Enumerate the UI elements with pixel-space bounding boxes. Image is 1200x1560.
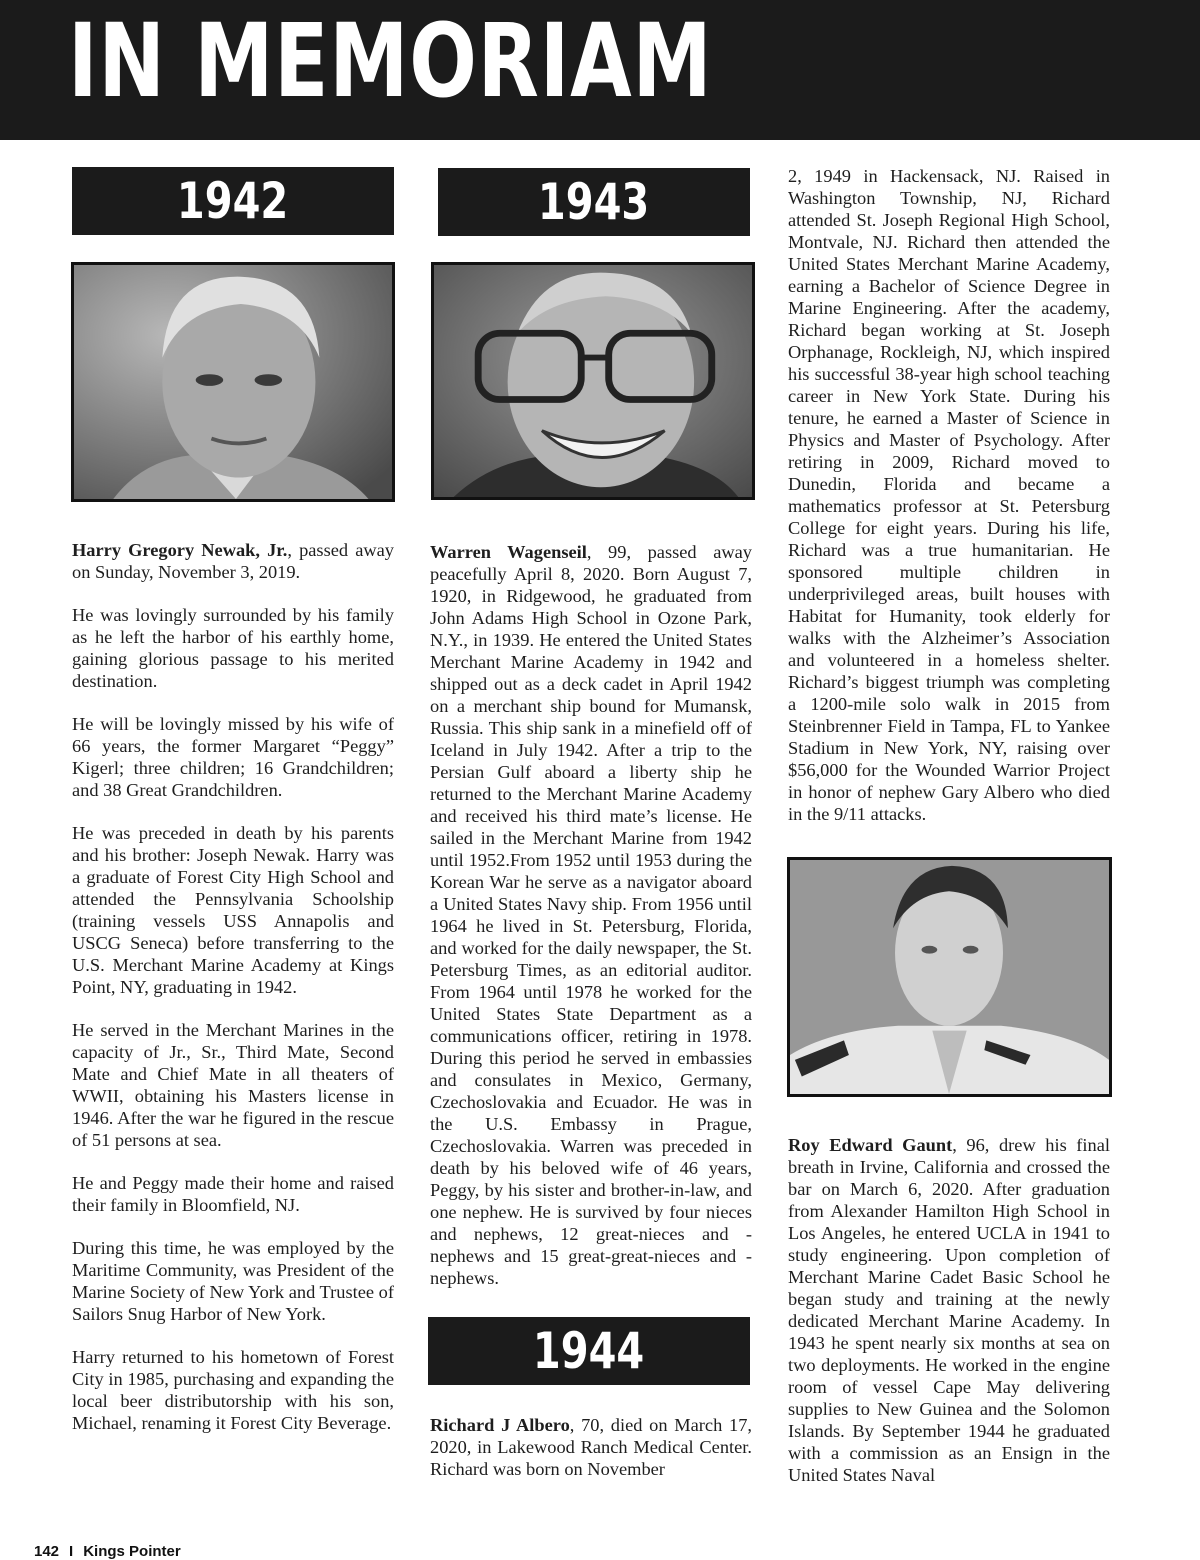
obituary-name: Harry Gregory Newak, Jr. [72, 540, 288, 560]
obituary-paragraph: During this time, he was employed by the Maritime Community, was President of the Marine Society of New York and Trustee of Sailors Snug Harbor of New York. [72, 1238, 394, 1324]
page-title: IN MEMORIAM [68, 2, 713, 121]
obituary-paragraph: He will be lovingly missed by his wife of 66 years, the former Margaret “Peggy” Kigerl; three children; 16 Grandchildren; and 38 Great Grandchildren. [72, 714, 394, 800]
obituary-gaunt [788, 1134, 1110, 1486]
portrait-photo-newak [71, 262, 395, 502]
page-footer [34, 1543, 181, 1560]
obituary-paragraph: He was preceded in death by his parents and his brother: Joseph Newak. Harry was a graduate of Forest City High School and attended the Pennsylvania Schoolship (training vessels USS Annapolis and USCG Seneca) before transferring to the U.S. Merchant Marine Academy at Kings Point, NY, graduating in 1942. [72, 823, 394, 997]
obituary-name: Warren Wagenseil [430, 542, 587, 562]
obituary-wagenseil [430, 541, 752, 1289]
year-banner-1943 [438, 168, 750, 236]
year-label: 1942 [177, 172, 289, 230]
portrait-photo-wagenseil [431, 262, 755, 500]
footer-separator: I [69, 1543, 74, 1560]
year-banner-1942 [72, 167, 394, 235]
obituary-paragraph: He and Peggy made their home and raised their family in Bloomfield, NJ. [72, 1173, 394, 1215]
obituary-albero-continued [788, 165, 1110, 825]
obituary-name: Roy Edward Gaunt [788, 1135, 953, 1155]
obituary-name: Richard J Albero [430, 1415, 570, 1435]
obituary-text: 2, 1949 in Hackensack, NJ. Raised in Washington Township, NJ, Richard attended St. Joseph Regional High School, Montvale, NJ. Richard then attended the United States Merchant Marine Academy, earning a Bachelor of Science Degree in Marine Engineering. After the academy, Richard began working at St. Joseph Orphanage, Rockleigh, NJ, which inspired his successful 38-year high school teaching career in New York State. During his tenure, he earned a Master of Science in Physics and Master of Psychology. After retiring in 2009, Richard moved to Dunedin, Florida and became a mathematics professor at St. Petersburg College for eight years. During his life, Richard was a true humanitarian. He sponsored multiple children in underprivileged areas, built houses with Habitat for Humanity, took elderly for walks with the Alzheimer’s Association and volunteered in a homeless shelter. Richard’s biggest triumph was completing a 1200-mile solo walk in 2015 from Steinbrenner Field in Tampa, FL to Yankee Stadium in New York, NY, raising over $56,000 for the Wounded Warrior Project in honor of nephew Gary Albero who died in the 9/11 attacks. [788, 166, 1110, 824]
year-label: 1944 [533, 1322, 645, 1380]
portrait-photo-gaunt [787, 857, 1112, 1097]
masthead-banner [0, 0, 1200, 140]
year-banner-1944 [428, 1317, 750, 1385]
obituary-text: , 96, drew his final breath in Irvine, California and crossed the bar on March 6, 2020. After graduation from Alexander Hamilton High School in Los Angeles, he entered UCLA in 1941 to study engineering. Upon completion of Merchant Marine Cadet Basic School he began study and training at the newly dedicated Merchant Marine Academy. In 1943 he spent nearly six months at sea on two deployments. He worked in the engine room of vessel Cape May delivering supplies to New Guinea and the Solomon Islands. By September 1944 he graduated with a commission as an Ensign in the United States Naval [788, 1135, 1111, 1485]
obituary-newak [72, 539, 394, 1434]
publication-name: Kings Pointer [83, 1543, 181, 1560]
obituary-text: , 99, passed away peacefully April 8, 2020. Born August 7, 1920, in Ridgewood, he graduated from John Adams High School in Ozone Park, N.Y., in 1939. He entered the United States Merchant Marine Academy in 1942 and shipped out as a deck cadet in April 1942 on a merchant ship bound for Mumansk, Russia. This ship sank in a minefield off of Iceland in July 1942. After a trip to the Persian Gulf aboard a liberty ship he returned to the Merchant Marine Academy and received his third mate’s license. He sailed in the Merchant Marine from 1942 until 1952.From 1952 until 1953 during the Korean War he serve as a navigator aboard a United States Navy ship. From 1956 until 1964 he lived in St. Petersburg, Florida, and worked for the daily newspaper, the St. Petersburg Times, as an editorial auditor. From 1964 until 1978 he worked for the United States State Department as a communications officer, retiring in 1978. During this period he served in embassies and consulates in Mexico, Germany, Czechoslovakia and Ecuador. He was in the U.S. Embassy in Prague, Czechoslovakia. Warren was preceded in death by his beloved wife of 46 years, Peggy, by his sister and brother-in-law, and one nephew. He is survived by four nieces and nephews, 12 great-nieces and -nephews and 15 great-great-nieces and -nephews. [430, 542, 752, 1288]
obituary-paragraph: He was lovingly surrounded by his family as he left the harbor of his earthly home, gaining glorious passage to his merited destination. [72, 605, 394, 691]
year-label: 1943 [538, 173, 650, 231]
obituary-albero [430, 1414, 752, 1480]
obituary-text: , 70, died on March 17, 2020, in Lakewood Ranch Medical Center. Richard was born on November [430, 1415, 752, 1479]
obituary-text: , passed away on Sunday, November 3, 2019. [72, 540, 394, 582]
obituary-paragraph: He served in the Merchant Marines in the capacity of Jr., Sr., Third Mate, Second Mate and Chief Mate in all theaters of WWII, obtaining his Masters license in 1946. After the war he figured in the rescue of 51 persons at sea. [72, 1020, 394, 1150]
obituary-paragraph: Harry returned to his hometown of Forest City in 1985, purchasing and expanding the local beer distributorship with his son, Michael, renaming it Forest City Beverage. [72, 1347, 394, 1433]
page-number: 142 [34, 1543, 60, 1560]
